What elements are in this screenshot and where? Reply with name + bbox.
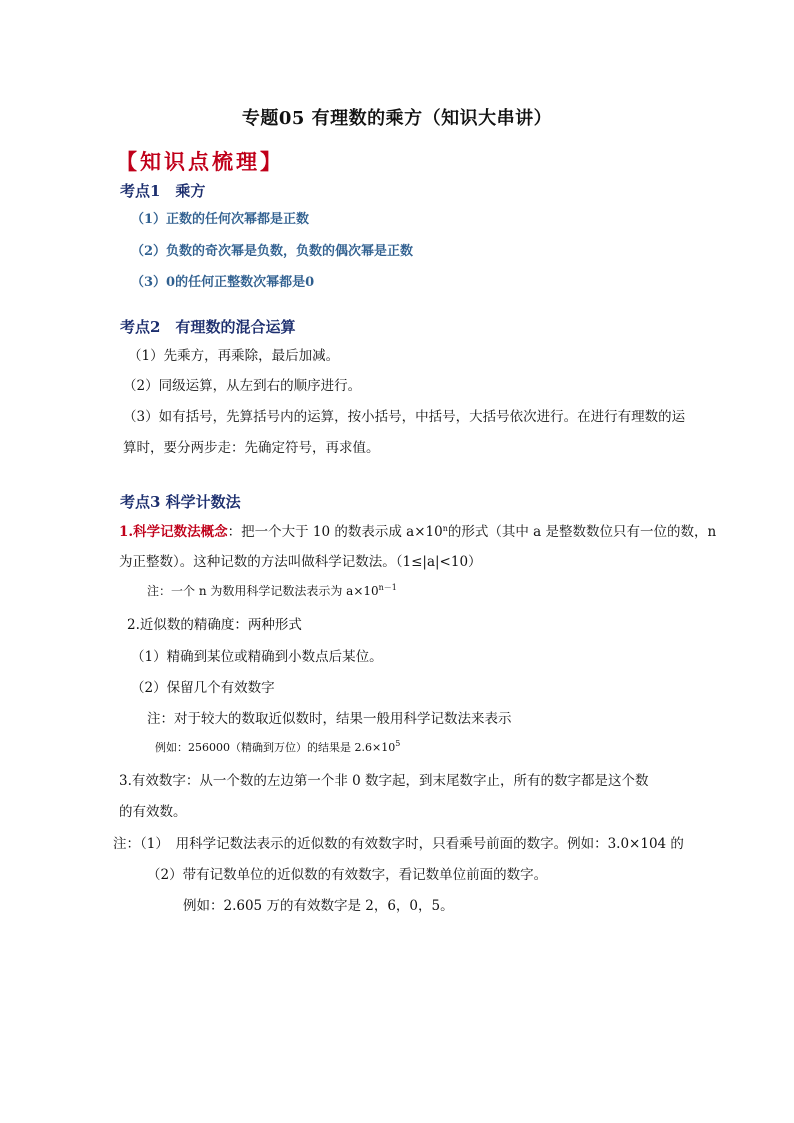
item-3-line1: 3.有效数字：从一个数的左边第一个非 0 数字起，到末尾数字止，所有的数字都是这个数: [119, 773, 649, 789]
section2-item-2: （2）同级运算，从左到右的顺序进行。: [123, 378, 362, 394]
item-2-1: （1）精确到某位或精确到小数点后某位。: [131, 649, 383, 665]
section2-item-1: （1）先乘方，再乘除，最后加减。: [128, 348, 340, 364]
note-3-line1: 注：（1） 用科学记数法表示的近似数的有效数字时，只看乘号前面的数字。例如：3.0×104 的: [113, 836, 684, 852]
note-3-line2: （2）带有记数单位的近似数的有效数字，看记数单位前面的数字。: [147, 867, 548, 883]
section2-item-3-line2: 算时，要分两步走：先确定符号，再求值。: [123, 440, 380, 456]
note-1: 注：一个 n 为数用科学记数法表示为 $a\times 10^{n-1}$: [147, 583, 397, 598]
section3-heading: 考点3 科学计数法: [120, 493, 241, 511]
section-banner: 【知识点梳理】: [116, 149, 284, 174]
page-title: 专题05 有理数的乘方（知识大串讲）: [241, 108, 553, 129]
section1-item-3: （3）0的任何正整数次幂都是0: [131, 275, 315, 290]
definition-line2: 为正整数）。这种记数的方法叫做科学记数法。（1≤|a|<10）: [119, 554, 482, 570]
section1-heading: 考点1 乘方: [120, 182, 206, 200]
section1-item-1: （1）正数的任何次幂都是正数: [131, 212, 310, 227]
section1-item-2: （2）负数的奇次幂是负数，负数的偶次幂是正数: [131, 244, 414, 259]
definition-line1: 1.科学记数法概念：把一个大于 10 的数表示成 $a\times 10^n$的形式（其中 a 是整数数位只有一位的数，n: [119, 524, 717, 540]
section2-heading: 考点2 有理数的混合运算: [120, 318, 296, 336]
example-1: 例如：256000（精确到万位）的结果是 $2.6\times 10^5$: [155, 739, 401, 754]
definition-label: 1.科学记数法概念: [119, 524, 228, 540]
item-3-line2: 的有效数。: [119, 804, 187, 820]
section2-item-3-line1: （3）如有括号，先算括号内的运算，按小括号，中括号，大括号依次进行。在进行有理数的运: [123, 409, 686, 425]
note-2: 注：对于较大的数取近似数时，结果一般用科学记数法来表示: [147, 711, 512, 727]
example-2: 例如：2.605 万的有效数字是 2，6，0，5。: [183, 898, 454, 914]
item-2: 2.近似数的精确度：两种形式: [127, 617, 302, 633]
item-2-2: （2）保留几个有效数字: [131, 680, 275, 696]
